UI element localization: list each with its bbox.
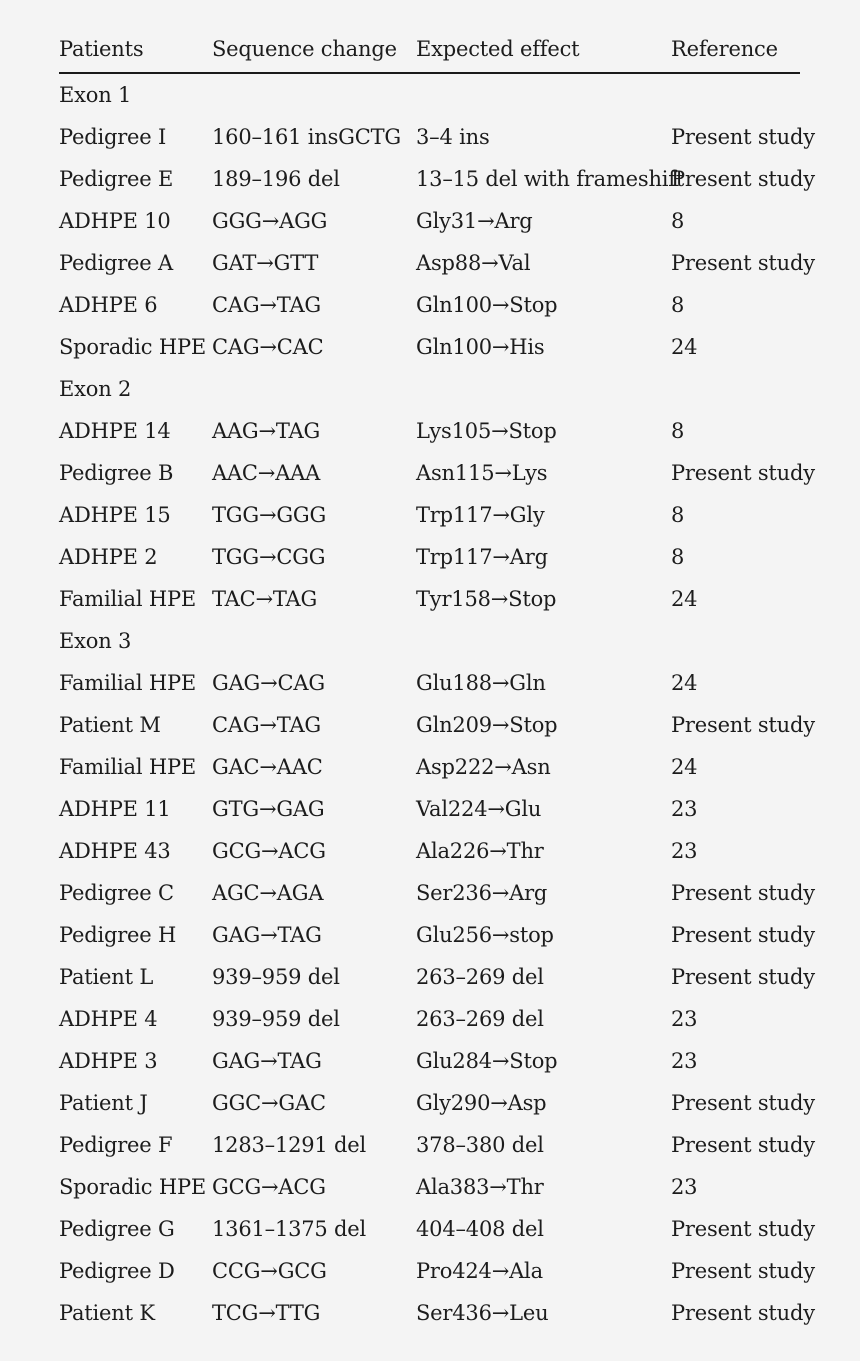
cell-expected-effect: Lys105→Stop xyxy=(416,419,557,443)
cell-sequence-change: CCG→GCG xyxy=(212,1259,327,1283)
cell-patient: ADHPE 3 xyxy=(59,1049,158,1073)
cell-patient: ADHPE 14 xyxy=(59,419,171,443)
cell-expected-effect: Gly290→Asp xyxy=(416,1091,547,1115)
cell-expected-effect: Trp117→Gly xyxy=(416,503,545,527)
cell-expected-effect: Trp117→Arg xyxy=(416,545,548,569)
header-expected-effect: Expected effect xyxy=(416,37,580,61)
cell-sequence-change: AAC→AAA xyxy=(212,461,321,485)
cell-patient: Pedigree E xyxy=(59,167,174,191)
table-row xyxy=(59,914,815,956)
cell-patient: Sporadic HPE xyxy=(59,335,206,359)
table-row xyxy=(59,830,800,872)
table-header xyxy=(59,28,800,74)
cell-reference: Present study xyxy=(671,125,815,149)
table-row xyxy=(59,704,815,746)
cell-sequence-change: GGC→GAC xyxy=(212,1091,326,1115)
cell-patient: Pedigree G xyxy=(59,1217,175,1241)
table-row xyxy=(59,746,800,788)
cell-patient: Familial HPE xyxy=(59,671,197,695)
cell-sequence-change: CAG→CAC xyxy=(212,335,324,359)
cell-sequence-change: AAG→TAG xyxy=(212,419,321,443)
cell-sequence-change: TGG→CGG xyxy=(212,545,326,569)
cell-patient: Familial HPE xyxy=(59,587,197,611)
table-row xyxy=(59,284,800,326)
cell-reference: 8 xyxy=(671,545,685,569)
header-reference: Reference xyxy=(671,37,778,61)
cell-sequence-change: GCG→ACG xyxy=(212,1175,326,1199)
cell-patient: ADHPE 2 xyxy=(59,545,158,569)
cell-patient: Patient K xyxy=(59,1301,155,1325)
cell-patient: ADHPE 6 xyxy=(59,293,158,317)
table-row xyxy=(59,200,800,242)
cell-sequence-change: 1283–1291 del xyxy=(212,1133,367,1157)
section-row xyxy=(59,368,800,410)
cell-expected-effect: Pro424→Ala xyxy=(416,1259,543,1283)
cell-expected-effect: Asp88→Val xyxy=(416,251,531,275)
cell-expected-effect: Gln209→Stop xyxy=(416,713,558,737)
cell-expected-effect: Gln100→Stop xyxy=(416,293,558,317)
cell-reference: Present study xyxy=(671,1301,815,1325)
cell-patient: Pedigree H xyxy=(59,923,177,947)
cell-patient: ADHPE 15 xyxy=(59,503,171,527)
cell-expected-effect: Ala383→Thr xyxy=(416,1175,544,1199)
cell-reference: Present study xyxy=(671,167,815,191)
cell-patient: Sporadic HPE xyxy=(59,1175,206,1199)
cell-reference: Present study xyxy=(671,1217,815,1241)
cell-patient: ADHPE 4 xyxy=(59,1007,158,1031)
cell-sequence-change: 1361–1375 del xyxy=(212,1217,367,1241)
cell-reference: 23 xyxy=(671,839,698,863)
table-row xyxy=(59,662,800,704)
cell-reference: 23 xyxy=(671,797,698,821)
table-row xyxy=(59,1250,815,1292)
cell-reference: 8 xyxy=(671,209,685,233)
cell-expected-effect: Gln100→His xyxy=(416,335,545,359)
cell-expected-effect: 263–269 del xyxy=(416,965,544,989)
cell-reference: Present study xyxy=(671,881,815,905)
cell-reference: 8 xyxy=(671,503,685,527)
table-row xyxy=(59,326,800,368)
cell-sequence-change: 189–196 del xyxy=(212,167,340,191)
cell-expected-effect: Ala226→Thr xyxy=(416,839,544,863)
table-body xyxy=(59,74,815,1334)
cell-reference: 8 xyxy=(671,419,685,443)
cell-patient: Pedigree A xyxy=(59,251,173,275)
table-row xyxy=(59,1124,815,1166)
table-row xyxy=(59,1166,800,1208)
cell-sequence-change: TAC→TAG xyxy=(212,587,318,611)
cell-expected-effect: Ser236→Arg xyxy=(416,881,548,905)
cell-sequence-change: 939–959 del xyxy=(212,965,340,989)
cell-reference: Present study xyxy=(671,461,815,485)
table-row xyxy=(59,578,800,620)
cell-sequence-change: GAG→TAG xyxy=(212,1049,322,1073)
section-row xyxy=(59,74,800,116)
table-row xyxy=(59,1082,815,1124)
cell-reference: 23 xyxy=(671,1007,698,1031)
cell-patient: Pedigree F xyxy=(59,1133,173,1157)
cell-patient: Pedigree I xyxy=(59,125,167,149)
cell-reference: 23 xyxy=(671,1175,698,1199)
cell-expected-effect: 13–15 del with frameshift xyxy=(416,167,685,191)
cell-reference: 24 xyxy=(671,587,698,611)
cell-expected-effect: 3–4 ins xyxy=(416,125,490,149)
cell-patient: ADHPE 43 xyxy=(59,839,171,863)
cell-sequence-change: GAG→TAG xyxy=(212,923,322,947)
table-row xyxy=(59,536,800,578)
cell-reference: Present study xyxy=(671,1091,815,1115)
cell-expected-effect: Glu188→Gln xyxy=(416,671,546,695)
cell-expected-effect: Ser436→Leu xyxy=(416,1301,549,1325)
cell-patient: Familial HPE xyxy=(59,755,197,779)
table-row xyxy=(59,872,815,914)
cell-expected-effect: Glu284→Stop xyxy=(416,1049,558,1073)
cell-sequence-change: 160–161 insGCTG xyxy=(212,125,401,149)
cell-sequence-change: TCG→TTG xyxy=(212,1301,321,1325)
cell-reference: Present study xyxy=(671,1259,815,1283)
table-row xyxy=(59,242,815,284)
section-title: Exon 3 xyxy=(59,629,132,653)
cell-patient: ADHPE 10 xyxy=(59,209,171,233)
cell-patient: ADHPE 11 xyxy=(59,797,171,821)
cell-sequence-change: GTG→GAG xyxy=(212,797,325,821)
cell-reference: 24 xyxy=(671,671,698,695)
cell-expected-effect: 263–269 del xyxy=(416,1007,544,1031)
cell-sequence-change: AGC→AGA xyxy=(212,881,324,905)
table-row xyxy=(59,1040,800,1082)
cell-sequence-change: GAC→AAC xyxy=(212,755,323,779)
table-row xyxy=(59,788,800,830)
cell-patient: Patient L xyxy=(59,965,154,989)
cell-reference: Present study xyxy=(671,713,815,737)
table-row xyxy=(59,1208,815,1250)
cell-patient: Pedigree D xyxy=(59,1259,175,1283)
header-sequence-change: Sequence change xyxy=(212,37,397,61)
cell-reference: Present study xyxy=(671,1133,815,1157)
header-patients: Patients xyxy=(59,37,144,61)
cell-sequence-change: GGG→AGG xyxy=(212,209,328,233)
cell-reference: Present study xyxy=(671,923,815,947)
table-row xyxy=(59,116,815,158)
cell-expected-effect: Val224→Glu xyxy=(416,797,542,821)
cell-patient: Pedigree B xyxy=(59,461,174,485)
cell-sequence-change: GAT→GTT xyxy=(212,251,319,275)
section-title: Exon 2 xyxy=(59,377,132,401)
cell-sequence-change: 939–959 del xyxy=(212,1007,340,1031)
cell-sequence-change: TGG→GGG xyxy=(212,503,327,527)
cell-expected-effect: Asp222→Asn xyxy=(416,755,551,779)
table-row xyxy=(59,410,800,452)
table-row xyxy=(59,452,815,494)
cell-expected-effect: Tyr158→Stop xyxy=(416,587,557,611)
cell-expected-effect: Gly31→Arg xyxy=(416,209,533,233)
section-title: Exon 1 xyxy=(59,83,132,107)
cell-reference: 24 xyxy=(671,755,698,779)
cell-reference: 8 xyxy=(671,293,685,317)
table-row xyxy=(59,998,800,1040)
cell-sequence-change: GAG→CAG xyxy=(212,671,325,695)
cell-expected-effect: Glu256→stop xyxy=(416,923,554,947)
cell-sequence-change: CAG→TAG xyxy=(212,293,322,317)
cell-expected-effect: 378–380 del xyxy=(416,1133,544,1157)
cell-expected-effect: Asn115→Lys xyxy=(416,461,548,485)
cell-sequence-change: CAG→TAG xyxy=(212,713,322,737)
cell-patient: Patient J xyxy=(59,1091,148,1115)
cell-patient: Patient M xyxy=(59,713,161,737)
section-row xyxy=(59,620,800,662)
cell-reference: 23 xyxy=(671,1049,698,1073)
table-row xyxy=(59,494,800,536)
cell-expected-effect: 404–408 del xyxy=(416,1217,544,1241)
cell-reference: Present study xyxy=(671,965,815,989)
cell-reference: 24 xyxy=(671,335,698,359)
mutation-table xyxy=(59,28,815,1334)
table-row xyxy=(59,158,815,200)
cell-patient: Pedigree C xyxy=(59,881,174,905)
table-row xyxy=(59,1292,815,1334)
table-row xyxy=(59,956,815,998)
cell-sequence-change: GCG→ACG xyxy=(212,839,326,863)
cell-reference: Present study xyxy=(671,251,815,275)
